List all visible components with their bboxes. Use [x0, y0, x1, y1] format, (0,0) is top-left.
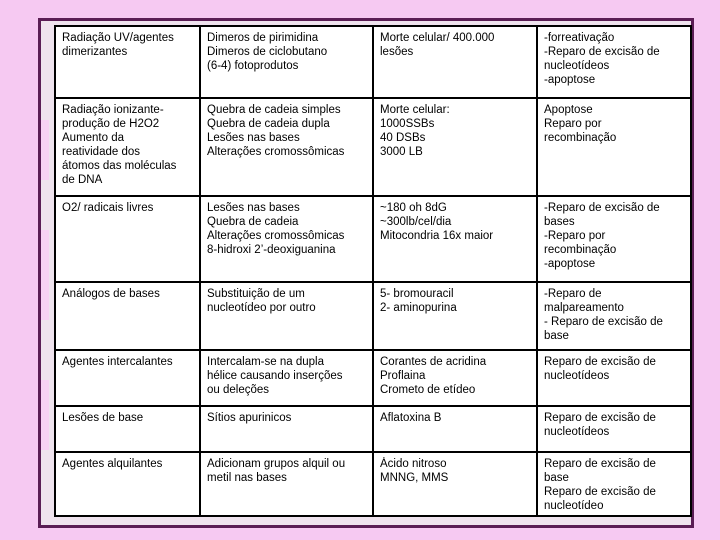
cell-line: nucleotídeo por outro: [207, 302, 316, 314]
cell-line: reatividade dos: [62, 146, 140, 158]
cell-line: -Reparo de excisão de: [544, 202, 660, 214]
cell-line: Agentes intercalantes: [62, 356, 173, 368]
cell-line: Corantes de acridina: [380, 356, 487, 368]
cell-line: átomos das moléculas: [62, 160, 177, 172]
decorative-stripe: [41, 120, 49, 180]
table-row: [55, 452, 691, 516]
cell-line: ~300lb/cel/dia: [380, 216, 452, 228]
damage-agent-cell: [55, 282, 200, 350]
cell-line: Quebra de cadeia simples: [207, 104, 341, 116]
cell-line: nucleotídeos: [544, 370, 610, 382]
cell-line: hélice causando inserções: [207, 370, 343, 382]
cell-line: Reparo de excisão de: [544, 356, 656, 368]
cell-line: lesões: [380, 46, 414, 58]
repair-cell: [537, 98, 691, 196]
cell-line: malpareamento: [544, 302, 624, 314]
cell-line: ~180 oh 8dG: [380, 202, 447, 214]
effect-cell: [373, 98, 537, 196]
cell-line: Quebra de cadeia: [207, 216, 299, 228]
cell-line: de DNA: [62, 174, 103, 186]
cell-line: nucleotídeos: [544, 426, 610, 438]
effect-cell: [373, 452, 537, 516]
cell-line: Reparo de excisão de: [544, 486, 656, 498]
cell-line: produção de H2O2: [62, 118, 160, 130]
cell-line: Aflatoxina B: [380, 412, 442, 424]
cell-line: Sítios apurinicos: [207, 412, 292, 424]
cell-line: nucleotídeo: [544, 500, 604, 512]
lesion-type-cell: [200, 452, 373, 516]
cell-line: Radiação UV/agentes: [62, 32, 174, 44]
effect-cell: [373, 282, 537, 350]
repair-cell: [537, 196, 691, 282]
cell-line: 1000SSBs: [380, 118, 435, 130]
cell-line: Crometo de etídeo: [380, 384, 476, 396]
cell-line: -Reparo de excisão de: [544, 46, 660, 58]
repair-cell: [537, 350, 691, 406]
cell-line: base: [544, 472, 569, 484]
cell-line: 3000 LB: [380, 146, 423, 158]
cell-line: Intercalam-se na dupla: [207, 356, 324, 368]
cell-line: Apoptose: [544, 104, 593, 116]
cell-line: dimerizantes: [62, 46, 128, 58]
dna-damage-table: [54, 25, 692, 517]
table-body: [55, 26, 691, 516]
cell-line: Ácido nitroso: [380, 458, 447, 470]
cell-line: bases: [544, 216, 575, 228]
effect-cell: [373, 196, 537, 282]
damage-agent-cell: [55, 406, 200, 452]
table-row: [55, 98, 691, 196]
effect-cell: [373, 350, 537, 406]
cell-line: Alterações cromossômicas: [207, 146, 345, 158]
effect-cell: [373, 406, 537, 452]
cell-line: Dimeros de pirimidina: [207, 32, 319, 44]
cell-line: (6-4) fotoprodutos: [207, 60, 299, 72]
repair-cell: [537, 26, 691, 98]
cell-line: Lesões de base: [62, 412, 144, 424]
repair-cell: [537, 406, 691, 452]
cell-line: Agentes alquilantes: [62, 458, 163, 470]
damage-agent-cell: [55, 452, 200, 516]
cell-line: recombinação: [544, 132, 617, 144]
cell-line: Adicionam grupos alquil ou: [207, 458, 346, 470]
cell-line: recombinação: [544, 244, 617, 256]
cell-line: MNNG, MMS: [380, 472, 449, 484]
table-row: [55, 350, 691, 406]
lesion-type-cell: [200, 98, 373, 196]
cell-line: nucleotídeos: [544, 60, 610, 72]
lesion-type-cell: [200, 196, 373, 282]
cell-line: base: [544, 330, 569, 342]
effect-cell: [373, 26, 537, 98]
repair-cell: [537, 282, 691, 350]
cell-line: -Reparo de: [544, 288, 602, 300]
cell-line: Lesões nas bases: [207, 202, 300, 214]
cell-line: O2/ radicais livres: [62, 202, 154, 214]
lesion-type-cell: [200, 350, 373, 406]
decorative-stripe: [41, 380, 49, 450]
damage-agent-cell: [55, 350, 200, 406]
cell-line: Morte celular:: [380, 104, 450, 116]
cell-line: Mitocondria 16x maior: [380, 230, 494, 242]
cell-line: 8-hidroxi 2’-deoxiguanina: [207, 244, 336, 256]
cell-line: Proflaina: [380, 370, 426, 382]
decorative-stripe: [41, 230, 49, 320]
cell-line: Dimeros de ciclobutano: [207, 46, 328, 58]
table-row: [55, 196, 691, 282]
cell-line: -forreativação: [544, 32, 615, 44]
cell-line: Morte celular/ 400.000: [380, 32, 495, 44]
cell-line: Reparo por: [544, 118, 602, 130]
cell-line: Análogos de bases: [62, 288, 160, 300]
cell-line: ou deleções: [207, 384, 270, 396]
cell-line: Quebra de cadeia dupla: [207, 118, 330, 130]
damage-agent-cell: [55, 26, 200, 98]
table-row: [55, 406, 691, 452]
lesion-type-cell: [200, 406, 373, 452]
cell-line: 2- aminopurina: [380, 302, 457, 314]
cell-line: -apoptose: [544, 258, 596, 270]
cell-line: Radiação ionizante-: [62, 104, 164, 116]
cell-line: metil nas bases: [207, 472, 287, 484]
lesion-type-cell: [200, 26, 373, 98]
cell-line: Alterações cromossômicas: [207, 230, 345, 242]
table-row: [55, 26, 691, 98]
table-row: [55, 282, 691, 350]
cell-line: 40 DSBs: [380, 132, 426, 144]
cell-line: -apoptose: [544, 74, 596, 86]
cell-line: Substituição de um: [207, 288, 305, 300]
cell-line: Reparo de excisão de: [544, 412, 656, 424]
cell-line: -Reparo por: [544, 230, 606, 242]
cell-line: - Reparo de excisão de: [544, 316, 663, 328]
lesion-type-cell: [200, 282, 373, 350]
cell-line: Reparo de excisão de: [544, 458, 656, 470]
damage-agent-cell: [55, 196, 200, 282]
cell-line: Aumento da: [62, 132, 125, 144]
cell-line: Lesões nas bases: [207, 132, 300, 144]
cell-line: 5- bromouracil: [380, 288, 454, 300]
damage-agent-cell: [55, 98, 200, 196]
repair-cell: [537, 452, 691, 516]
